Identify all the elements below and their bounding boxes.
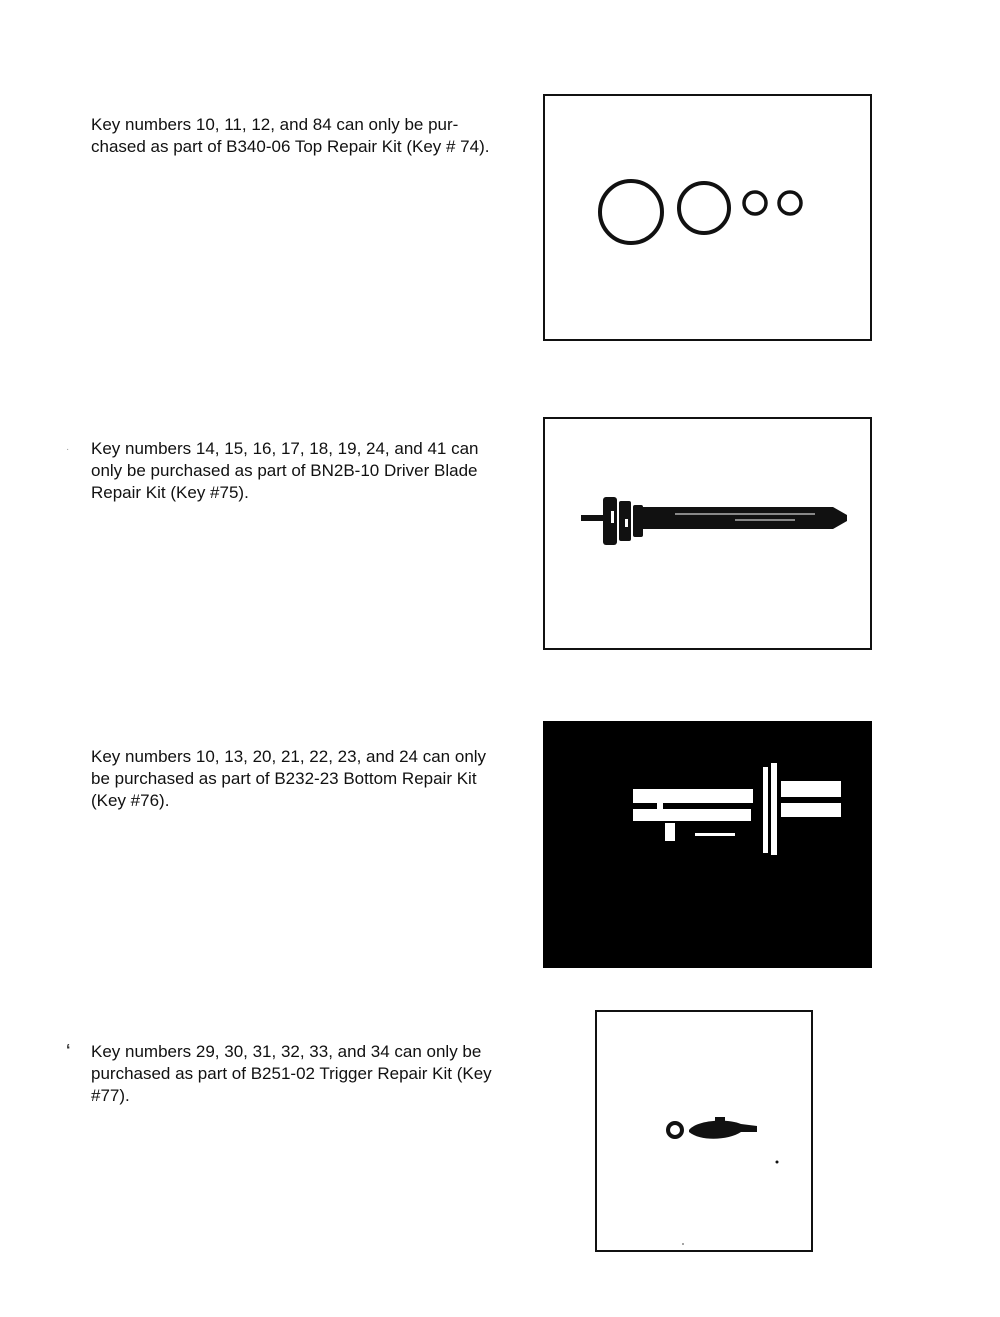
o-ring-set-icon	[545, 96, 870, 339]
trigger-kit-parts-icon	[597, 1012, 811, 1250]
photo-driver-blade-kit	[543, 417, 872, 650]
photo-top-repair-kit	[543, 94, 872, 341]
scan-dot: ·	[66, 444, 70, 455]
kit-description-trigger-repair: Key numbers 29, 30, 31, 32, 33, and 34 can only be purchased as part of B251-02 Trigger Repair Kit (Key #77).	[91, 1042, 492, 1105]
photo-bottom-repair-kit	[543, 721, 872, 968]
photo-trigger-repair-kit	[595, 1010, 813, 1252]
kit-description-top-repair: Key numbers 10, 11, 12, and 84 can only be pur- chased as part of B340-06 Top Repair Kit (Key # 74).	[91, 115, 490, 156]
scan-tick: ʻ	[66, 1042, 71, 1059]
kit-description-bottom-repair: Key numbers 10, 13, 20, 21, 22, 23, and 24 can only be purchased as part of B232-23 Bottom Repair Kit (Key #76).	[91, 747, 487, 810]
driver-blade-icon	[545, 419, 870, 648]
kit-description-driver-blade: Key numbers 14, 15, 16, 17, 18, 19, 24, and 41 can only be purchased as part of BN2B-10 Driver Blade Repair Kit (Key #75).	[91, 439, 479, 502]
bottom-kit-parts-icon	[545, 723, 874, 970]
